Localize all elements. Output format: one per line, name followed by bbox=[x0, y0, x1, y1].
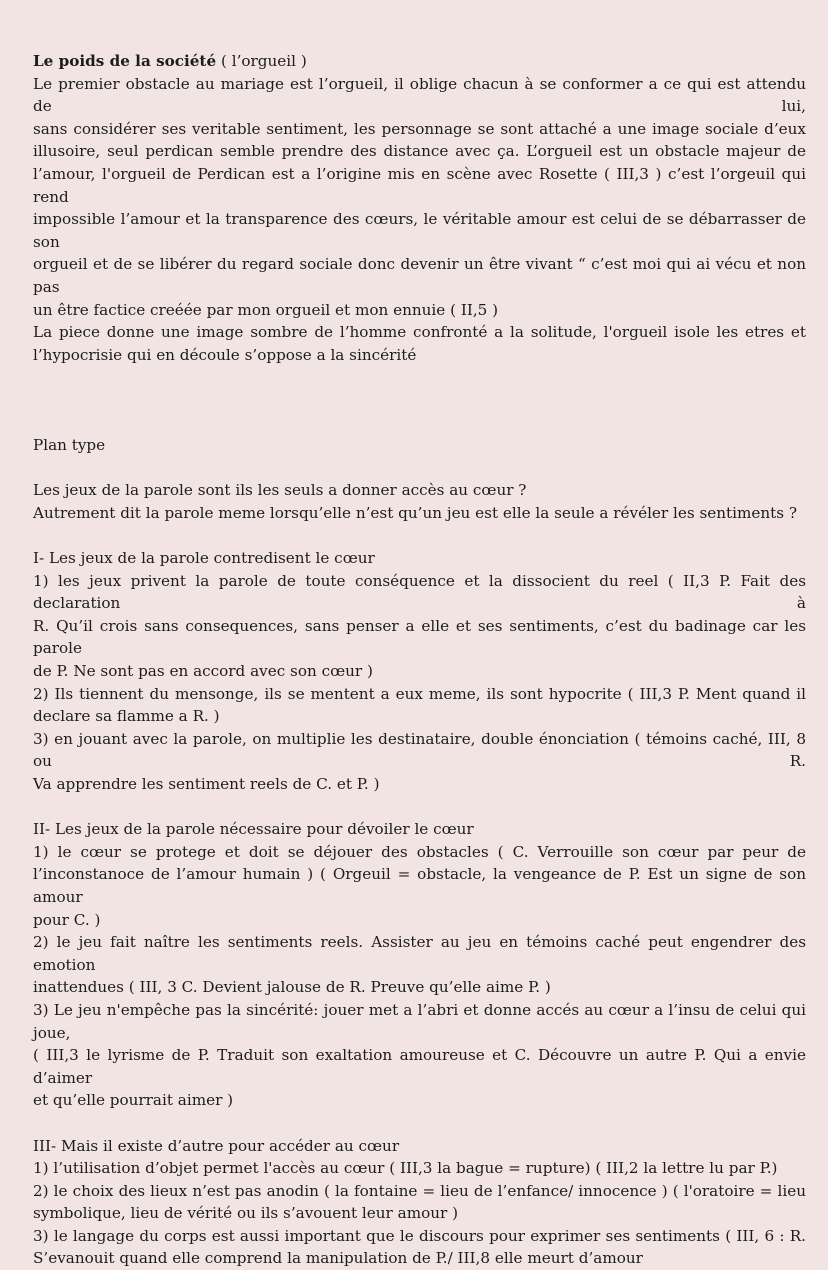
section-title: Le poids de la société bbox=[33, 52, 217, 70]
plan-question: Autrement dit la parole meme lorsqu’elle n’est qu’un jeu est elle la seule a révéler les sentiments ? bbox=[33, 503, 798, 522]
plan-question: Les jeux de la parole sont ils les seuls a donner accès au cœur ? bbox=[33, 481, 527, 500]
paragraph-line: l’amour, l'orgueil de Perdican est a l’origine mis en scène avec Rosette ( III,3 ) c’est l’orgeuil qui rend bbox=[33, 164, 811, 206]
spacer bbox=[33, 1112, 806, 1135]
plan-line: R. Qu’il crois sans consequences, sans penser a elle et ses sentiments, c’est du badinage car les parole bbox=[33, 616, 811, 658]
paragraph-line: un être factice creéée par mon orgueil et mon ennuie ( II,5 ) bbox=[33, 300, 499, 319]
plan-line: ( III,3 le lyrisme de P. Traduit son exaltation amoureuse et C. Découvre un autre P. Qui a envie d’aimer bbox=[33, 1046, 811, 1087]
plan-line: 3) en jouant avec la parole, on multiplie les destinataire, double énonciation ( témoins caché, III, 8 ou R. bbox=[33, 729, 811, 771]
plan-line: Va apprendre les sentiment reels de C. et P. ) bbox=[33, 775, 380, 794]
section-title-suffix: ( l’orgueil ) bbox=[216, 52, 307, 70]
plan-line: et qu’elle pourrait aimer ) bbox=[33, 1091, 234, 1110]
part-heading: I- Les jeux de la parole contredisent le cœur bbox=[33, 549, 375, 568]
spacer bbox=[33, 457, 806, 480]
plan-line: 2) le choix des lieux n’est pas anodin ( la fontaine = lieu de l’enfance/ innocence ) ( l'oratoire = lieu bbox=[33, 1181, 806, 1200]
plan-line: 1) l’utilisation d’objet permet l'accès au cœur ( III,3 la bague = rupture) ( III,2 la lettre lu par P.) bbox=[33, 1159, 778, 1178]
part-heading: II- Les jeux de la parole nécessaire pour dévoiler le cœur bbox=[33, 820, 474, 839]
plan-line: S’evanouit quand elle comprend la manipulation de P./ III,8 elle meurt d’amour bbox=[33, 1249, 643, 1268]
paragraph-line: Le premier obstacle au mariage est l’orgueil, il oblige chacun à se conformer a ce qui est attendu de lui, bbox=[33, 74, 811, 116]
plan-line: 3) Le jeu n'empêche pas la sincérité: jouer met a l’abri et donne accés au cœur a l’insu de celui qui joue, bbox=[33, 1000, 811, 1042]
plan-line: 3) le langage du corps est aussi important que le discours pour exprimer ses sentiments ( III, 6 : R. bbox=[33, 1226, 806, 1245]
plan-line: symbolique, lieu de vérité ou ils s’avouent leur amour ) bbox=[33, 1204, 459, 1223]
paragraph-line: sans considérer ses veritable sentiment, les personnage se sont attaché a une image sociale d’eux bbox=[33, 119, 806, 138]
paragraph-line: La piece donne une image sombre de l’homme confronté a la solitude, l'orgueil isole les etres et bbox=[33, 323, 806, 342]
plan-line: de P. Ne sont pas en accord avec son cœur ) bbox=[33, 662, 373, 681]
section-heading bbox=[33, 50, 806, 73]
plan-heading: Plan type bbox=[33, 436, 106, 455]
plan-line: 2) le jeu fait naître les sentiments reels. Assister au jeu en témoins caché peut engendrer des emotion bbox=[33, 933, 811, 974]
plan-line: inattendues ( III, 3 C. Devient jalouse de R. Preuve qu’elle aime P. ) bbox=[33, 978, 551, 997]
plan-line: declare sa flamme a R. ) bbox=[33, 707, 220, 726]
part-heading: III- Mais il existe d’autre pour accéder au cœur bbox=[33, 1136, 400, 1155]
paragraph-line: impossible l’amour et la transparence des cœurs, le véritable amour est celui de se débarrasser de son bbox=[33, 210, 811, 251]
plan-line: 1) le cœur se protege et doit se déjouer des obstacles ( C. Verrouille son cœur par peur de bbox=[33, 842, 806, 861]
plan-line: 2) Ils tiennent du mensonge, ils se mentent a eux meme, ils sont hypocrite ( III,3 P. Ment quand il bbox=[33, 684, 806, 703]
plan-line: pour C. ) bbox=[33, 910, 101, 929]
plan-line: 1) les jeux privent la parole de toute conséquence et la dissocient du reel ( II,3 P. Fait des declaration à bbox=[33, 571, 811, 613]
spacer bbox=[33, 366, 806, 434]
spacer bbox=[33, 796, 806, 819]
paragraph-line: l’hypocrisie qui en découle s’oppose a la sincérité bbox=[33, 345, 417, 364]
spacer bbox=[33, 524, 806, 547]
plan-line: l’inconstanoce de l’amour humain ) ( Orgeuil = obstacle, la vengeance de P. Est un signe de son amour bbox=[33, 865, 811, 906]
paragraph-line: orgueil et de se libérer du regard sociale donc devenir un être vivant “ c’est moi qui ai vécu et non pas bbox=[33, 255, 811, 296]
paragraph-line: illusoire, seul perdican semble prendre des distance avec ça. L’orgueil est un obstacle majeur de bbox=[33, 142, 806, 161]
